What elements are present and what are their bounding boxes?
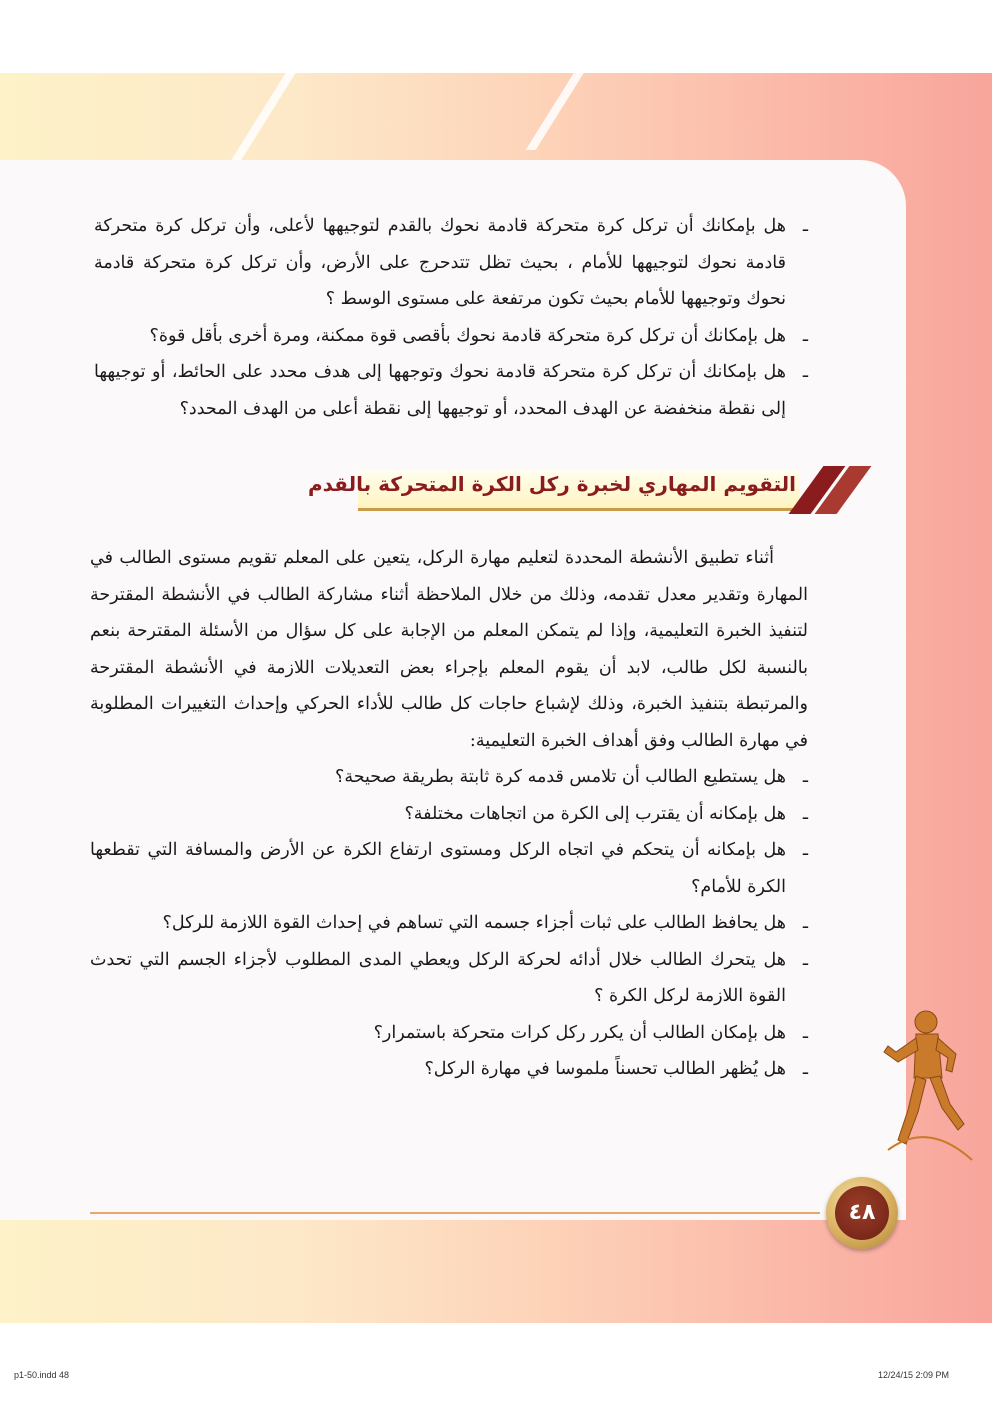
list-item: ـ هل يحافظ الطالب على ثبات أجزاء جسمه التي تساهم في إحداث القوة اللازمة للركل؟ xyxy=(90,905,808,942)
bullet-dash: ـ xyxy=(802,1059,808,1079)
print-slug-date: 12/24/15 2:09 PM xyxy=(878,1370,950,1380)
page-number-badge xyxy=(826,1177,898,1249)
section-heading-title: التقويم المهاري لخبرة ركل الكرة المتحركة بالقدم xyxy=(307,472,796,496)
top-question-list xyxy=(94,208,808,427)
bullet-dash: ـ xyxy=(802,913,808,933)
runner-illustration-icon xyxy=(868,1000,978,1170)
list-item: ـ هل بإمكان الطالب أن يكرر ركل كرات متحركة باستمرار؟ xyxy=(90,1015,808,1052)
bullet-dash: ـ xyxy=(802,949,808,970)
page-number: ٤٨ xyxy=(835,1186,889,1240)
bullet-dash: ـ xyxy=(802,216,808,236)
list-item: ـ هل بإمكانه أن يتحكم في اتجاه الركل ومستوى ارتفاع الكرة عن الأرض والمسافة التي تقطعها الكرة للأمام؟ xyxy=(90,832,808,905)
bullet-dash: ـ xyxy=(802,325,808,346)
list-item: ـ هل بإمكانك أن تركل كرة متحركة قادمة نحوك بأقصى قوة ممكنة، ومرة أخرى بأقل قوة؟ xyxy=(94,318,808,355)
footer-divider xyxy=(90,1212,820,1214)
bullet-dash: ـ xyxy=(802,840,808,860)
bullet-dash: ـ xyxy=(802,767,808,787)
evaluation-paragraph: أثناء تطبيق الأنشطة المحددة لتعليم مهارة الركل، يتعين على المعلم تقويم مستوى الطالب في المهارة وتقدير معدل تقدمه، وذلك من خلال الملاحظة أثناء مشاركة الطالب في الأنشطة المقترحة لتنفيذ الخبرة التعليمية، وإذا لم يتمكن المعلم من الإجابة على كل سؤال من الأسئلة المقترحة بنعم بالنسبة لكل طالب، لابد أن يقوم المعلم بإجراء بعض التعديلات اللازمة في الأنشطة المقترحة والمرتبطة بتنفيذ الخبرة، وذلك لإشباع حاجات كل طالب للأداء الحركي وإحداث التغييرات المطلوبة في مهارة الطالب وفق أهداف الخبرة التعليمية: xyxy=(90,548,808,751)
list-item: ـ هل بإمكانك أن تركل كرة متحركة قادمة نحوك وتوجهها إلى هدف محدد على الحائط، أو توجيهها إلى نقطة منخفضة عن الهدف المحدد، أو توجيهها إلى نقطة أعلى من الهدف المحدد؟ xyxy=(94,354,808,427)
print-slug-file: p1-50.indd 48 xyxy=(14,1370,70,1380)
evaluation-section xyxy=(90,540,808,1088)
list-item: ـ هل يُظهر الطالب تحسناً ملموسا في مهارة الركل؟ xyxy=(90,1051,808,1088)
list-item: ـ هل بإمكانك أن تركل كرة متحركة قادمة نحوك بالقدم لتوجيهها لأعلى، وأن تركل كرة متحركة قادمة نحوك لتوجيهها للأمام ، بحيث تظل تتدحرج على الأرض، وأن تركل كرة متحركة قادمة نحوك وتوجيهها للأمام بحيث تكون مرتفعة على مستوى الوسط ؟ xyxy=(94,208,808,318)
list-item: ـ هل يتحرك الطالب خلال أدائه لحركة الركل ويعطي المدى المطلوب لأجزاء الجسم التي تحدث القوة اللازمة لركل الكرة ؟ xyxy=(90,942,808,1015)
section-heading xyxy=(307,466,858,512)
list-item: ـ هل يستطيع الطالب أن تلامس قدمه كرة ثابتة بطريقة صحيحة؟ xyxy=(90,759,808,796)
list-item: ـ هل بإمكانه أن يقترب إلى الكرة من اتجاهات مختلفة؟ xyxy=(90,796,808,833)
bullet-dash: ـ xyxy=(802,362,808,382)
bullet-dash: ـ xyxy=(802,1022,808,1043)
bullet-dash: ـ xyxy=(802,803,808,824)
